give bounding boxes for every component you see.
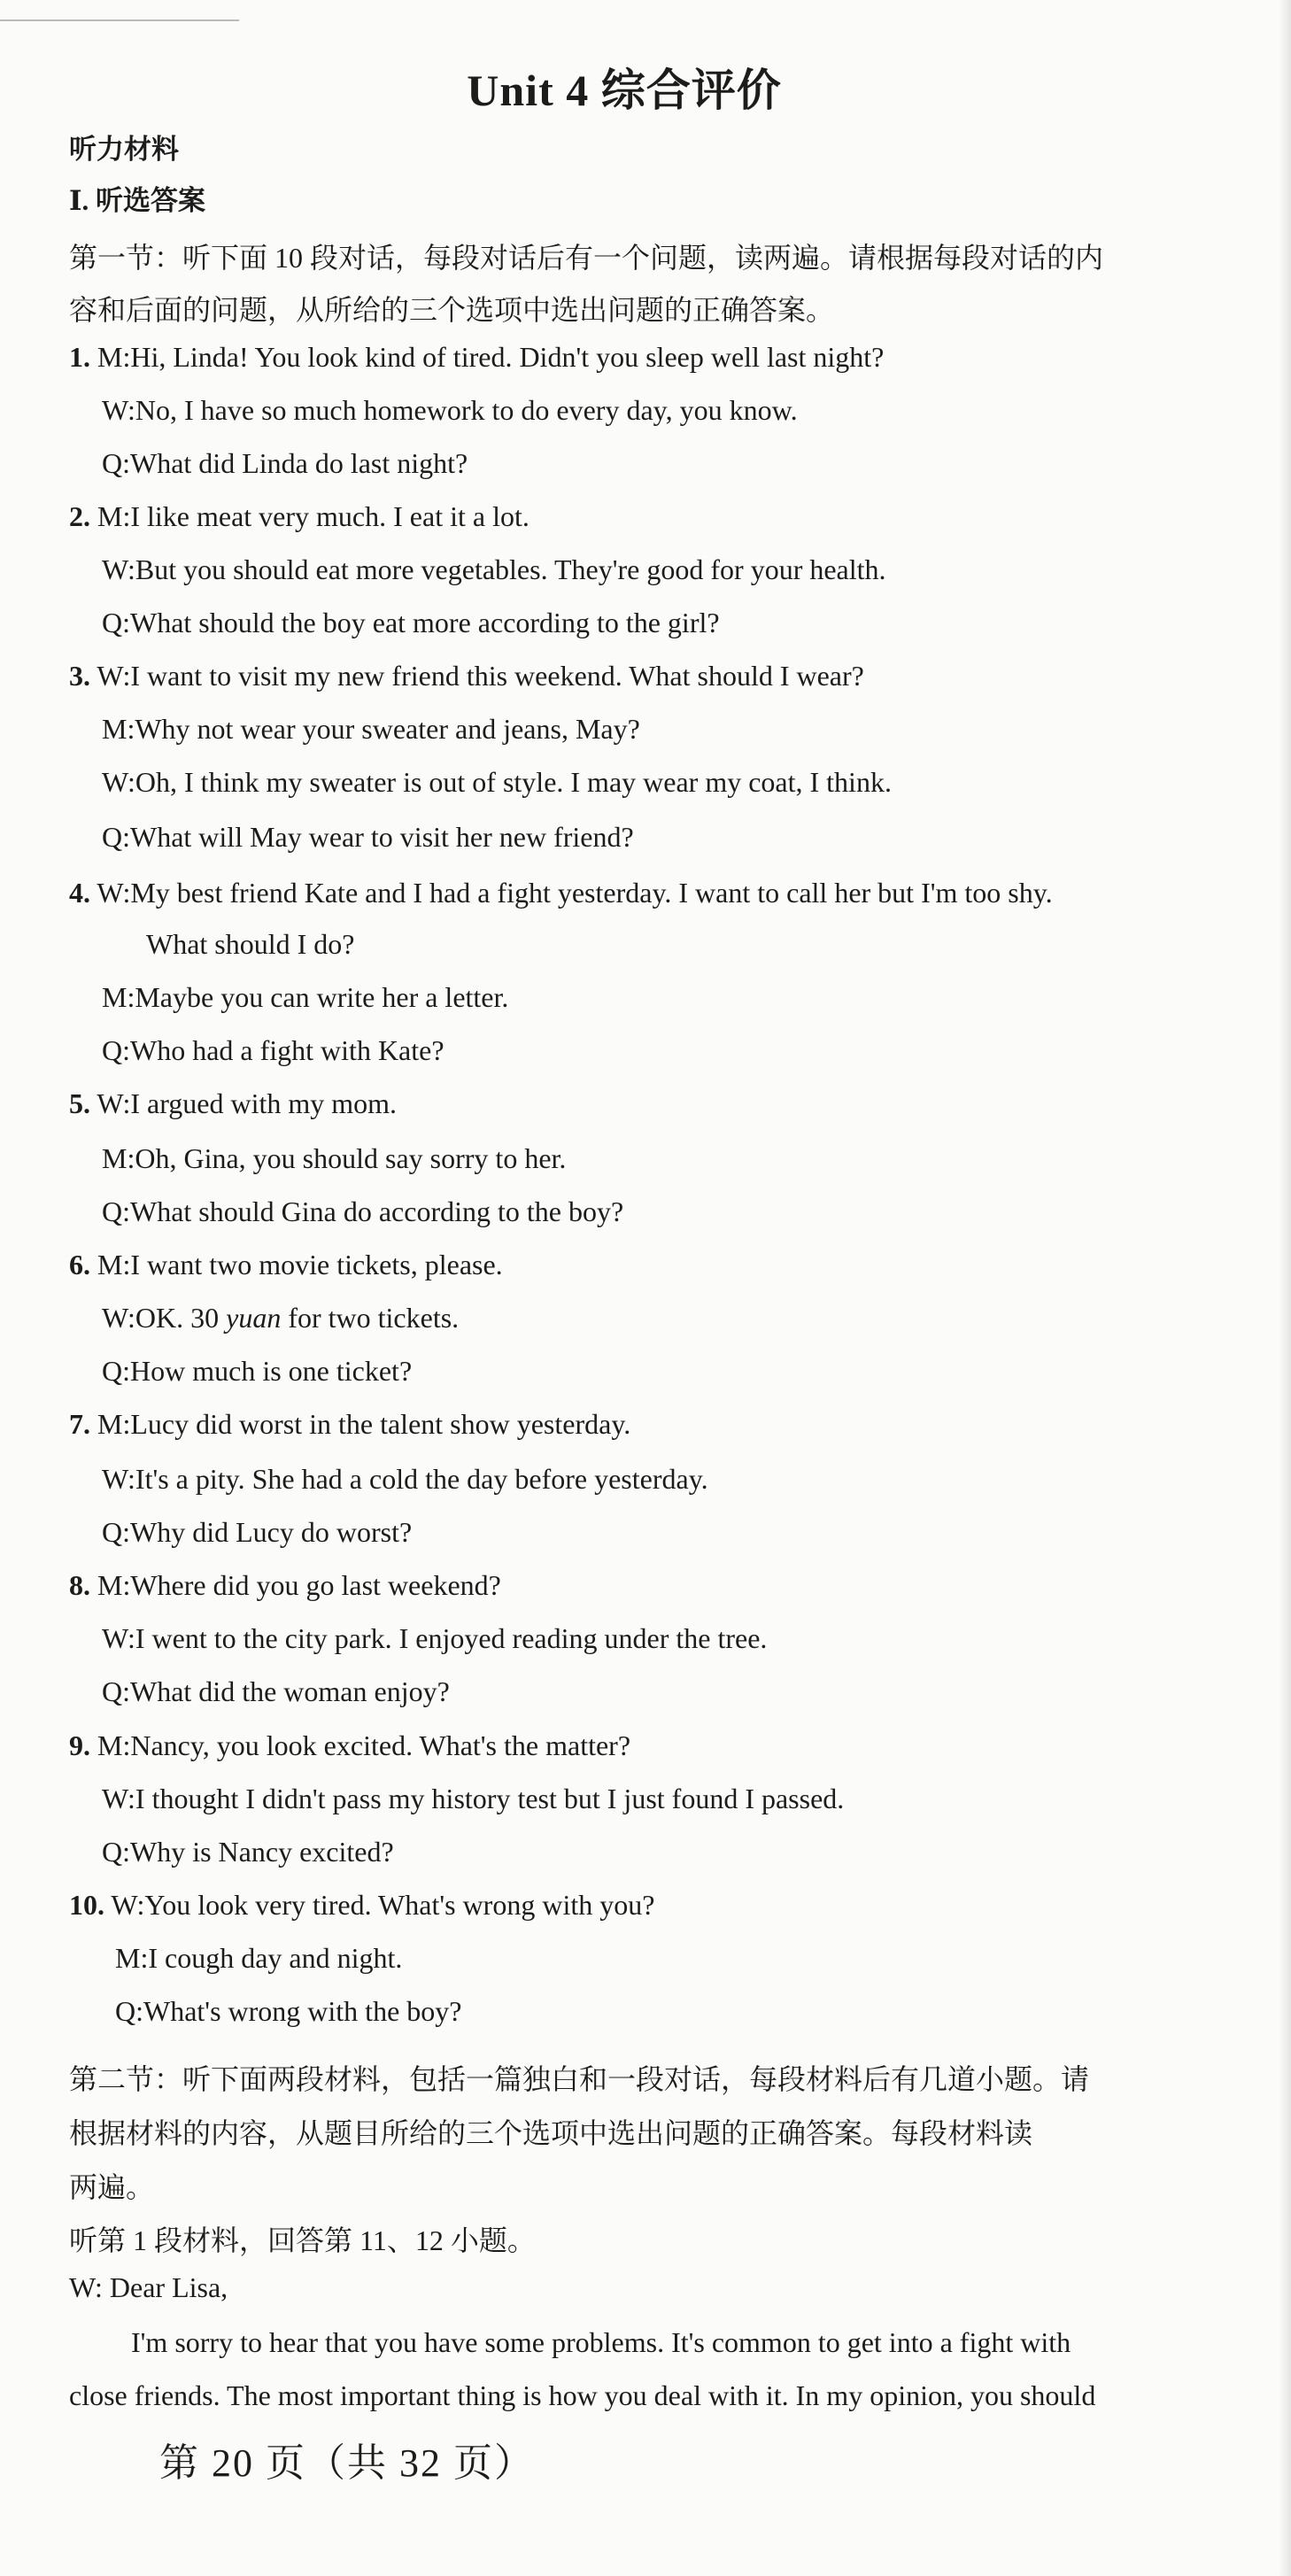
speaker-label: M:: [102, 981, 135, 1013]
dialogue-text: What should Gina do according to the boy?: [130, 1195, 624, 1227]
speaker-label: Q:: [102, 821, 130, 853]
top-rule: [0, 19, 239, 21]
dialogue-line: [69, 1729, 630, 1762]
dialogue-line: [102, 394, 798, 427]
speaker-label: Q:: [102, 607, 130, 638]
dialogue-line: [102, 1675, 450, 1708]
speaker-label: W:: [102, 1783, 135, 1814]
material-intro: 听第 1 段材料，回答第 11、12 小题。: [69, 2224, 536, 2256]
dialogue-line: [102, 1516, 412, 1549]
section2-line: 两遍。: [69, 2171, 155, 2203]
dialogue-line: [102, 1355, 412, 1388]
speaker-label: W:: [111, 1889, 145, 1921]
speaker-label: W:: [102, 1302, 135, 1334]
dialogue-line: [102, 713, 640, 746]
dialogue-line: [69, 877, 1053, 909]
dialogue-text: Why not wear your sweater and jeans, May?: [135, 713, 640, 745]
speaker-label: Q:: [102, 447, 130, 479]
dialogue-line: [102, 1836, 394, 1868]
dialogue-text: It's a pity. She had a cold the day before yesterday.: [135, 1463, 708, 1495]
dialogue-line: [102, 981, 508, 1014]
letter-line: close friends. The most important thing is how you deal with it. In my opinion, you should: [69, 2379, 1096, 2411]
question-number: 4.: [69, 877, 90, 909]
dialogue-text: What did Linda do last night?: [130, 447, 468, 479]
speaker-label: Q:: [102, 1355, 130, 1387]
dialogue-text: Oh, Gina, you should say sorry to her.: [135, 1142, 567, 1174]
dialogue-text: I like meat very much. I eat it a lot.: [130, 500, 530, 532]
dialogue-line: [102, 447, 468, 480]
dialogue-text: Why did Lucy do worst?: [130, 1516, 413, 1548]
speaker-label: Q:: [102, 1836, 130, 1868]
speaker-label: M:: [102, 713, 135, 745]
dialogue-line: [69, 341, 884, 374]
section-heading: 听力材料: [69, 134, 179, 165]
question-number: 9.: [69, 1729, 90, 1761]
dialogue-line: [69, 1408, 630, 1441]
dialogue-line: [69, 1889, 654, 1922]
dialogue-text: What did the woman enjoy?: [130, 1675, 450, 1707]
speaker-label: W:: [102, 1622, 135, 1654]
dialogue-line: [69, 1087, 397, 1120]
dialogue-text: Hi, Linda! You look kind of tired. Didn't you sleep well last night?: [130, 341, 885, 373]
dialogue-line: [102, 1034, 445, 1067]
question-number: 5.: [69, 1087, 90, 1119]
speaker-label: Q:: [102, 1195, 130, 1227]
speaker-label: M:: [97, 1249, 131, 1280]
dialogue-text: Maybe you can write her a letter.: [135, 981, 509, 1013]
dialogue-line: [102, 821, 634, 854]
speaker-label: M:: [97, 341, 131, 373]
dialogue-text: Where did you go last weekend?: [130, 1569, 501, 1601]
dialogue-text: What's wrong with the boy?: [143, 1995, 462, 2027]
dialogue-text: But you should eat more vegetables. They're good for your health.: [135, 553, 886, 585]
speaker-label: W:: [102, 553, 135, 585]
letter-line: I'm sorry to hear that you have some problems. It's common to get into a fight with: [131, 2326, 1071, 2358]
dialogue-text: I cough day and night.: [148, 1942, 403, 1974]
speaker-label: Q:: [102, 1675, 130, 1707]
question-number: 6.: [69, 1249, 90, 1280]
dialogue-line: [102, 1302, 459, 1334]
page-title: Unit 4 综合评价: [467, 66, 782, 115]
dialogue-line: [69, 660, 864, 692]
question-number: 7.: [69, 1408, 90, 1440]
section1-line: 第一节：听下面 10 段对话，每段对话后有一个问题，读两遍。请根据每段对话的内: [69, 242, 1104, 274]
dialogue-text: Why is Nancy excited?: [130, 1836, 394, 1868]
dialogue-text: No, I have so much homework to do every day, you know.: [135, 394, 798, 426]
page-number: 第 20 页（共 32 页）: [159, 2441, 535, 2485]
speaker-label: M:: [97, 1569, 131, 1601]
dialogue-line: [115, 1942, 402, 1975]
speaker-label: Q:: [115, 1995, 143, 2027]
dialogue-text: I want two movie tickets, please.: [130, 1249, 503, 1280]
dialogue-text: How much is one ticket?: [130, 1355, 413, 1387]
question-number: 10.: [69, 1889, 104, 1921]
dialogue-text: You look very tired. What's wrong with you?: [144, 1889, 655, 1921]
part-label: Ⅰ. 听选答案: [69, 185, 206, 216]
dialogue-text: I argued with my mom.: [130, 1087, 398, 1119]
speaker-label: W:: [97, 1087, 131, 1119]
dialogue-text: I went to the city park. I enjoyed reading under the tree.: [135, 1622, 768, 1654]
dialogue-line: [69, 1569, 501, 1602]
dialogue-text: My best friend Kate and I had a fight yesterday. I want to call her but I'm too shy.: [130, 877, 1053, 909]
speaker-label: Q:: [102, 1516, 130, 1548]
question-number: 8.: [69, 1569, 90, 1601]
dialogue-line: [69, 500, 530, 533]
speaker-label: W:: [102, 1463, 135, 1495]
speaker-label: W:: [102, 766, 135, 798]
dialogue-line: [102, 1622, 767, 1655]
dialogue-line: [115, 1995, 461, 2028]
speaker-label: W:: [97, 660, 131, 692]
speaker-label: W:: [97, 877, 131, 909]
speaker-label: M:: [97, 1729, 131, 1761]
speaker-label: W:: [102, 394, 135, 426]
dialogue-text: Who had a fight with Kate?: [130, 1034, 445, 1066]
page-edge-shadow: [1279, 0, 1291, 2576]
speaker-label: M:: [102, 1142, 135, 1174]
speaker-label: M:: [97, 1408, 131, 1440]
speaker-label: Q:: [102, 1034, 130, 1066]
dialogue-text: Lucy did worst in the talent show yesterday.: [130, 1408, 631, 1440]
dialogue-line: [102, 1783, 844, 1815]
dialogue-line: [102, 1195, 623, 1228]
dialogue-text: I thought I didn't pass my history test but I just found I passed.: [135, 1783, 845, 1814]
dialogue-line: [146, 928, 355, 961]
dialogue-text: What will May wear to visit her new friend?: [130, 821, 634, 853]
dialogue-line: [102, 1142, 566, 1175]
dialogue-line: [102, 766, 892, 799]
speaker-label: M:: [115, 1942, 149, 1974]
question-number: 3.: [69, 660, 90, 692]
speaker-label: M:: [97, 500, 131, 532]
dialogue-line: [102, 553, 886, 586]
dialogue-text: What should the boy eat more according to the girl?: [130, 607, 720, 638]
section2-line: 第二节：听下面两段材料，包括一篇独白和一段对话，每段材料后有几道小题。请: [69, 2063, 1090, 2095]
section2-line: 根据材料的内容，从题目所给的三个选项中选出问题的正确答案。每段材料读: [69, 2117, 1033, 2149]
letter-greeting: W: Dear Lisa,: [69, 2271, 228, 2303]
dialogue-line: [102, 1463, 708, 1496]
dialogue-text: I want to visit my new friend this weekend. What should I wear?: [130, 660, 864, 692]
dialogue-text: Nancy, you look excited. What's the matter?: [130, 1729, 631, 1761]
dialogue-line: [102, 607, 720, 639]
dialogue-text: What should I do?: [146, 928, 355, 960]
dialogue-line: [69, 1249, 503, 1281]
dialogue-text: Oh, I think my sweater is out of style. I may wear my coat, I think.: [135, 766, 892, 798]
question-number: 2.: [69, 500, 90, 532]
section1-line: 容和后面的问题，从所给的三个选项中选出问题的正确答案。: [69, 294, 835, 326]
question-number: 1.: [69, 341, 90, 373]
dialogue-text: OK. 30 yuan for two tickets.: [135, 1302, 460, 1334]
